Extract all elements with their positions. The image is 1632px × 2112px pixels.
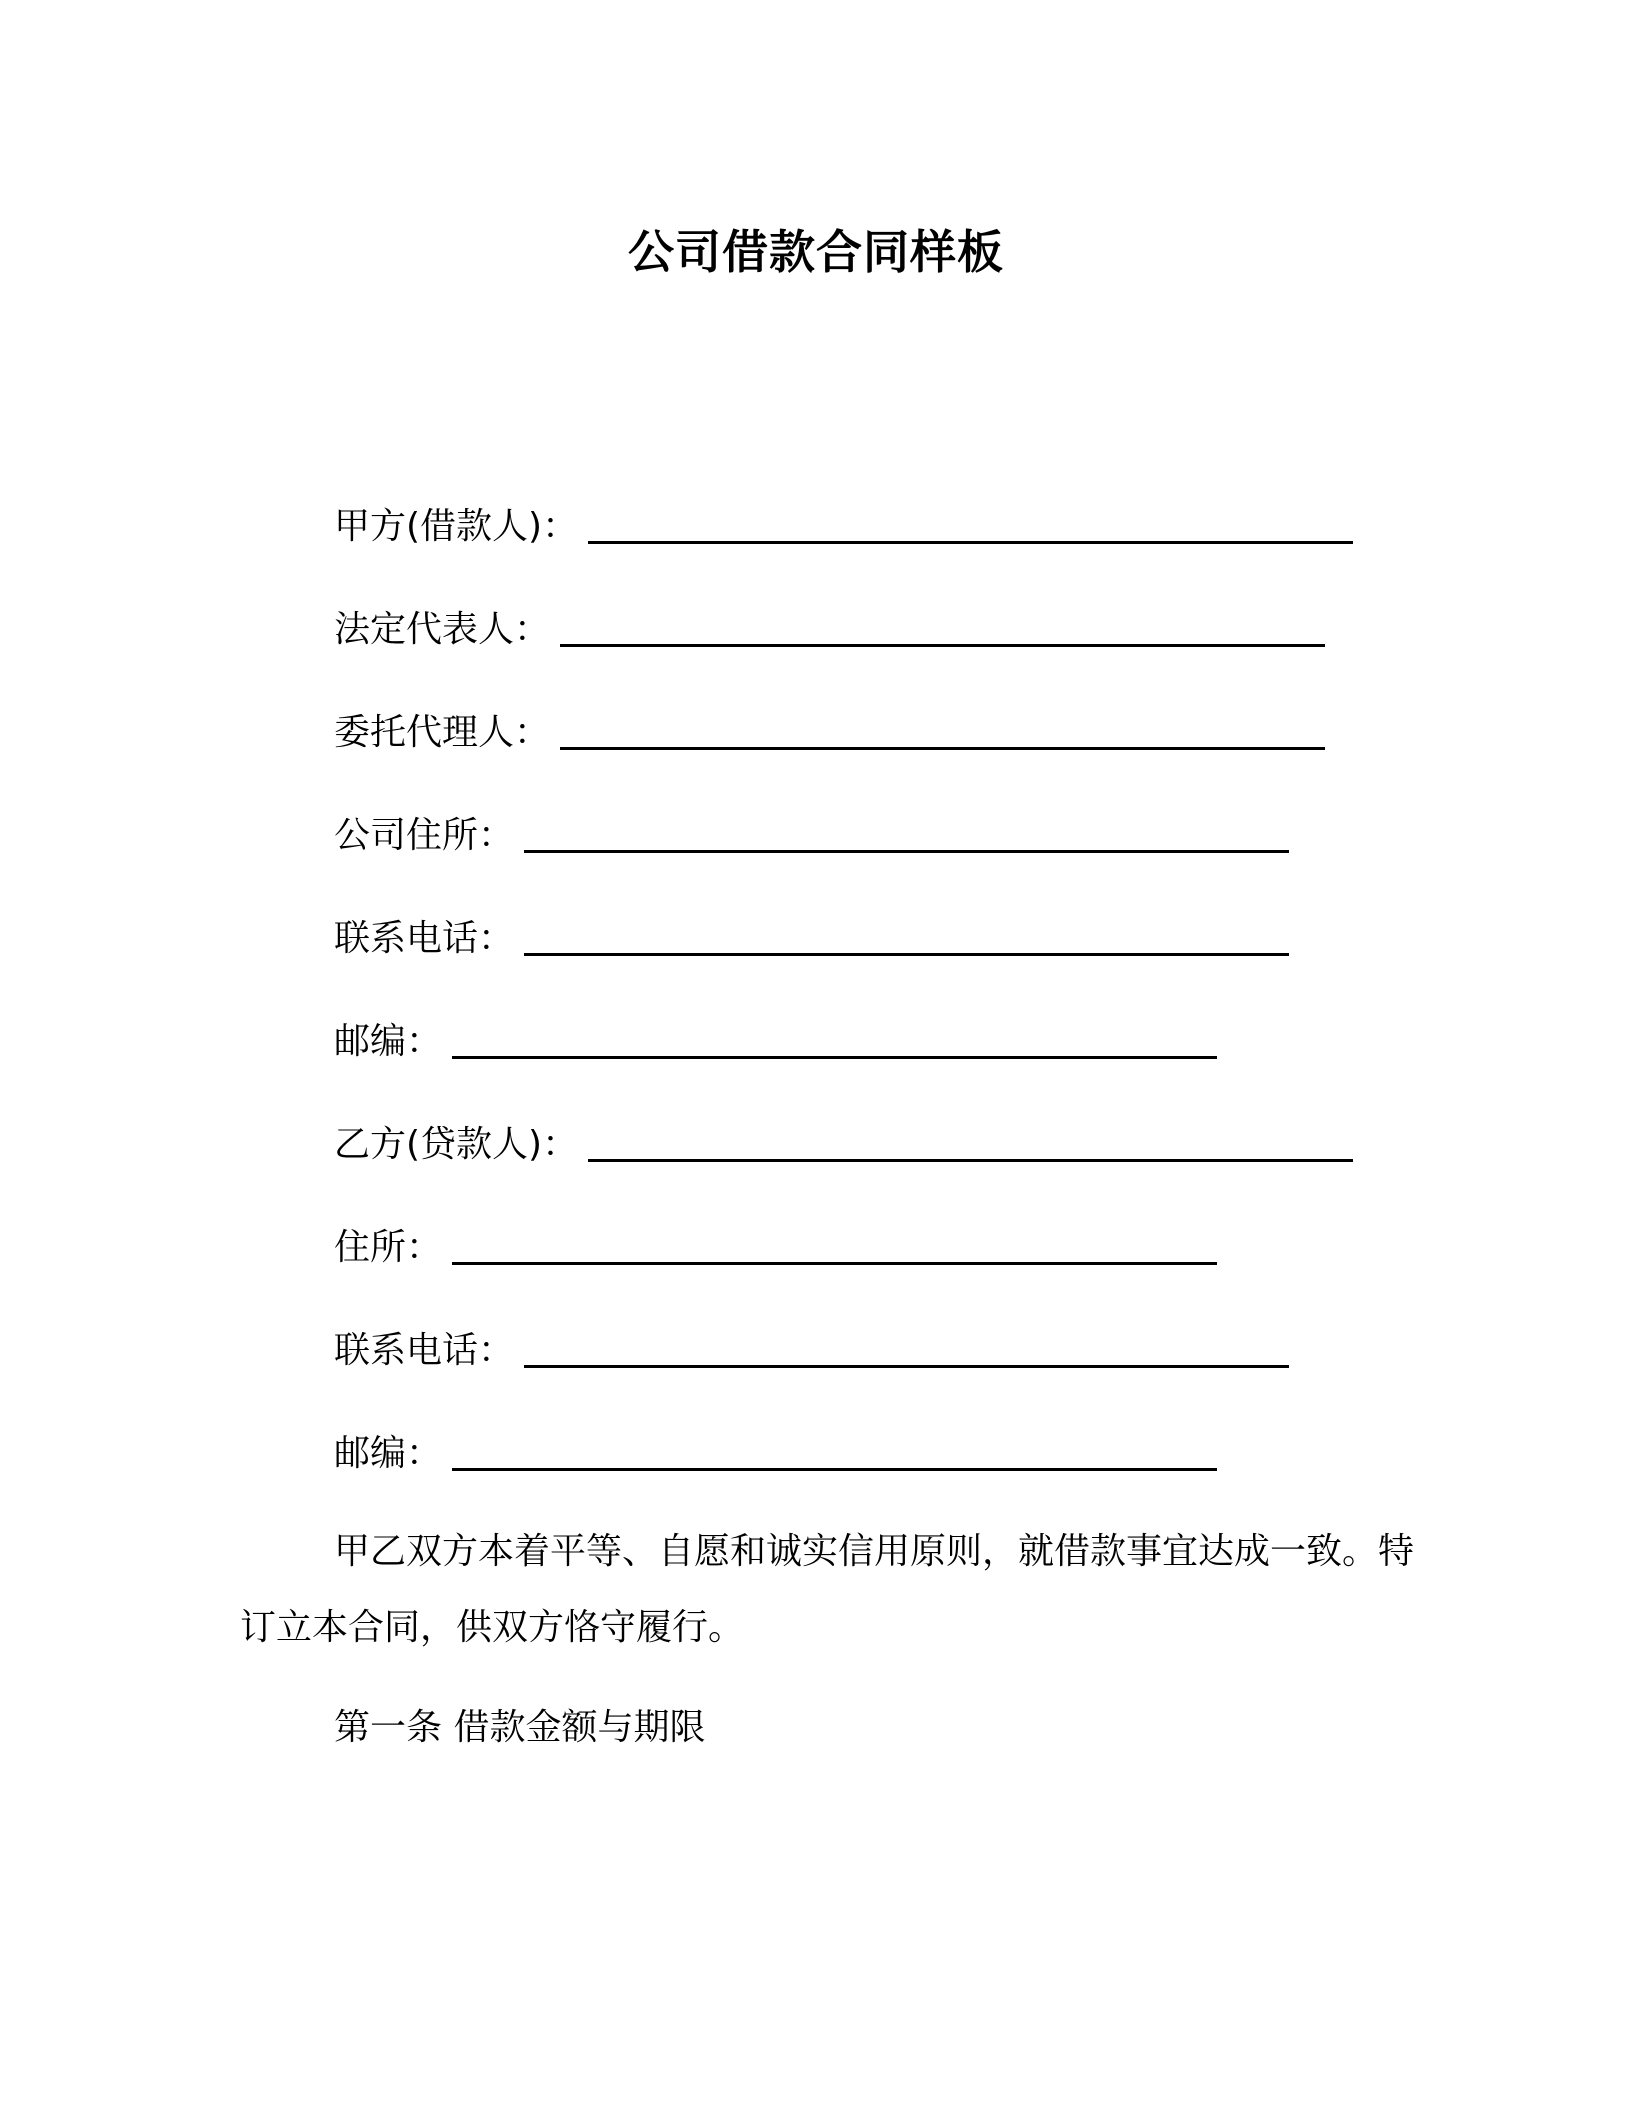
field-label: 邮编：: [334, 1433, 443, 1474]
field-party-b-lender: [334, 1120, 1353, 1170]
blank-fill-line: [524, 953, 1289, 956]
intro-paragraph: 甲乙双方本着平等、自愿和诚实信用原则，就借款事宜达成一致。特订立本合同，供双方恪守履行。: [240, 1531, 1415, 1648]
field-label: 甲方(借款人)：: [334, 506, 579, 547]
field-label: 联系电话：: [334, 1330, 515, 1371]
blank-fill-line: [524, 1365, 1289, 1368]
field-phone-a: [334, 914, 1289, 964]
field-party-a-borrower: [334, 502, 1353, 552]
field-postcode-a: [334, 1017, 1217, 1067]
blank-fill-line: [452, 1262, 1217, 1265]
blank-fill-line: [588, 541, 1353, 544]
field-legal-representative: [334, 605, 1325, 655]
field-label: 住所：: [334, 1227, 443, 1268]
field-label: 公司住所：: [334, 815, 515, 856]
field-label: 委托代理人：: [334, 712, 551, 753]
blank-fill-line: [524, 850, 1289, 853]
blank-fill-line: [452, 1468, 1217, 1471]
section-1-heading: 第一条 借款金额与期限: [334, 1707, 706, 1748]
blank-fill-line: [588, 1159, 1353, 1162]
blank-fill-line: [560, 747, 1325, 750]
field-phone-b: [334, 1326, 1289, 1376]
field-address-b: [334, 1223, 1217, 1273]
field-label: 邮编：: [334, 1021, 443, 1062]
blank-fill-line: [560, 644, 1325, 647]
field-label: 联系电话：: [334, 918, 515, 959]
field-postcode-b: [334, 1429, 1217, 1479]
field-label: 乙方(贷款人)：: [334, 1124, 579, 1165]
blank-fill-line: [452, 1056, 1217, 1059]
document-title: 公司借款合同样板: [628, 225, 1004, 279]
field-authorized-agent: [334, 708, 1325, 758]
field-company-address: [334, 811, 1289, 861]
field-label: 法定代表人：: [334, 609, 551, 650]
